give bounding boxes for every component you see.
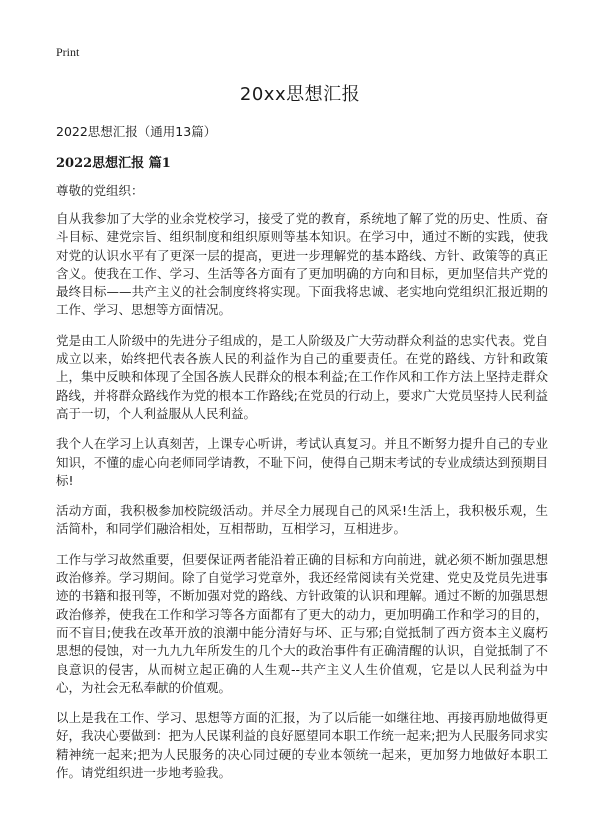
greeting: 尊敬的党组织： [56, 183, 144, 198]
paragraph-4: 活动方面，我积极参加校院级活动。并尽全力展现自己的风采!生活上，我积极乐观，生活简朴，和同学们融洽相处，互相帮助，互相学习，互相进步。 [56, 503, 548, 537]
paragraph-5: 工作与学习故然重要，但要保证两者能沿着正确的目标和方向前进，就必须不断加强思想政治修养。学习期间。除了自觉学习党章外，我还经常阅读有关党建、党史及党员先进事迹的书籍和报刊等，不断加强对党的路线、方针政策的认识和理解。通过不断的加强思想政治修养，使我在工作和学习等各方面都有了更大的动力，更加明确工作和学习的目的，而不盲目;使我在改革开放的浪潮中能分清好与坏、正与邪;自觉抵制了西方资本主义腐朽思想的侵蚀，对一九九九年所发生的几个大的政治事件有正确清醒的认识，自觉抵制了不良意识的侵害，从而树立起正确的人生观--共产主义人生价值观，它是以人民利益为中心，为社会无私奉献的价值观。 [56, 551, 548, 695]
print-link[interactable]: Print [56, 45, 80, 59]
document-title: 20xx思想汇报 [239, 84, 361, 105]
section-heading: 2022思想汇报 篇1 [56, 156, 171, 171]
paragraph-3: 我个人在学习上认真刻苦，上课专心听讲，考试认真复习。并且不断努力提升自己的专业知识，不懂的虚心向老师同学请教，不耻下问，使得自己期末考试的专业成绩达到预期目标! [56, 436, 548, 488]
document-subtitle: 2022思想汇报（通用13篇） [56, 124, 217, 139]
paragraph-2: 党是由工人阶级中的先进分子组成的，是工人阶级及广大劳动群众利益的忠实代表。党自成立以来，始终把代表各族人民的利益作为自己的重要责任。在党的路线、方针和政策上，集中反映和体现了全国各族人民群众的根本利益;在工作作风和工作方法上坚持走群众路线，并将群众路线作为党的根本工作路线;在党员的行动上，要求广大党员坚持人民利益高于一切，个人利益服从人民利益。 [56, 332, 548, 421]
document-body [56, 210, 548, 794]
paragraph-1: 自从我参加了大学的业余党校学习，接受了党的教育，系统地了解了党的历史、性质、奋斗目标、建党宗旨、组织制度和组织原则等基本知识。在学习中，通过不断的实践，使我对党的认识水平有了更深一层的提高，更进一步理解党的基本路线、方针、政策等的真正含义。使我在工作、学习、生活等各方面有了更加明确的方向和目标，更加坚信共产党的最终目标——共产主义的社会制度终将实现。下面我将忠诚、老实地向党组织汇报近期的工作、学习、思想等方面情况。 [56, 211, 548, 318]
paragraph-6: 以上是我在工作、学习、思想等方面的汇报，为了以后能一如继往地、再接再励地做得更好，我决心要做到：把为人民谋利益的良好愿望同本职工作统一起来;把为人民服务同求实精神统一起来;把为人民服务的决心同过硬的专业本领统一起来，更加努力地做好本职工作。请党组织进一步地考验我。 [56, 710, 548, 781]
